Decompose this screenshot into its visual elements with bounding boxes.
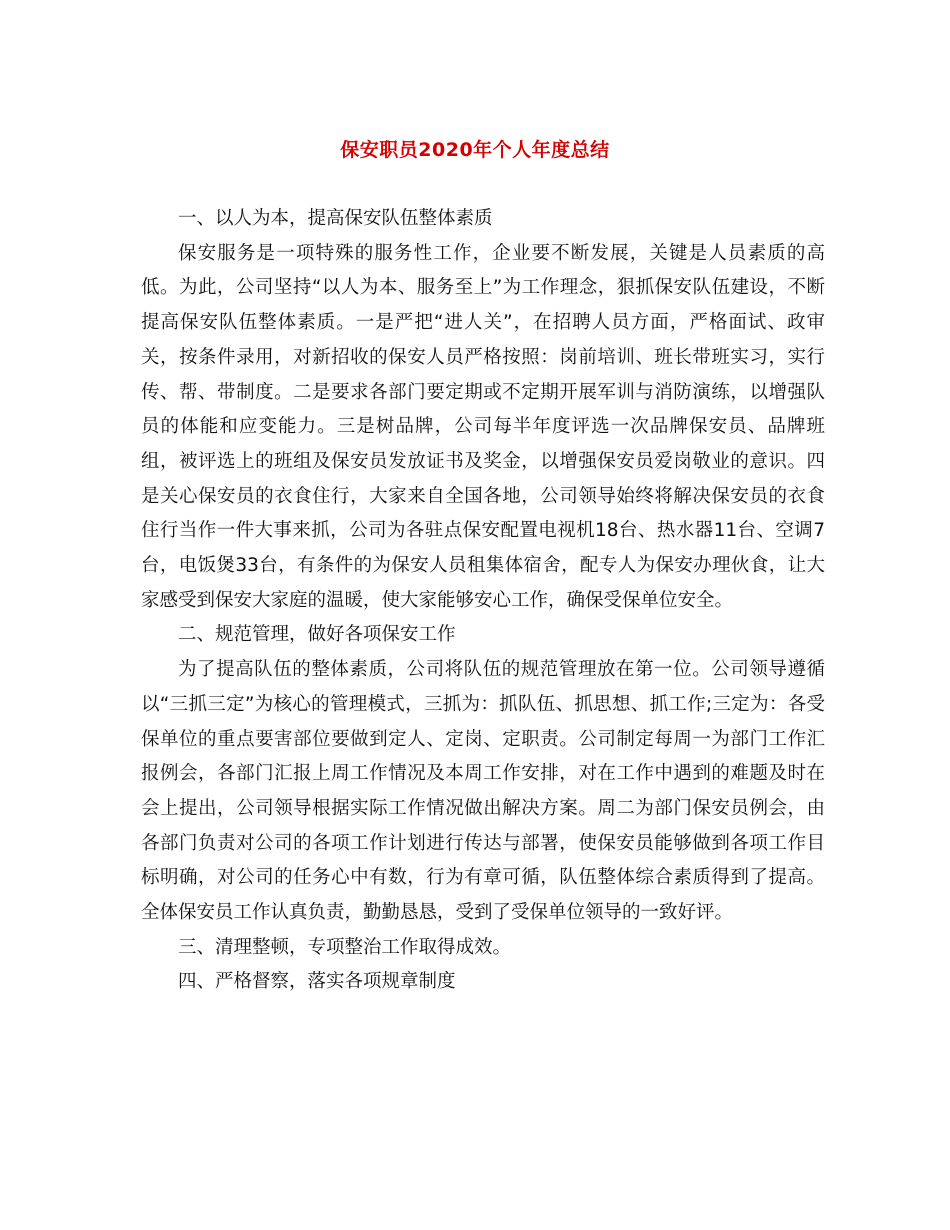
section-heading: 四、严格督察，落实各项规章制度 xyxy=(178,971,456,993)
document-title: 保安职员2020年个人年度总结 xyxy=(340,139,610,161)
section-heading: 三、清理整顿，专项整治工作取得成效。 xyxy=(178,936,512,958)
document-body xyxy=(141,202,825,1000)
body-paragraph: 为了提高队伍的整体素质，公司将队伍的规范管理放在第一位。公司领导遵循以“三抓三定”为核心的管理模式，三抓为：抓队伍、抓思想、抓工作;三定为：各受保单位的重点要害部位要做到定人、定岗、定职责。公司制定每周一为部门工作汇报例会，各部门汇报上周工作情况及本周工作安排，对在工作中遇到的难题及时在会上提出，公司领导根据实际工作情况做出解决方案。周二为部门保安员例会，由各部门负责对公司的各项工作计划进行传达与部署，使保安员能够做到各项工作目标明确，对公司的任务心中有数，行为有章可循，队伍整体综合素质得到了提高。全体保安员工作认真负责，勤勤恳恳，受到了受保单位领导的一致好评。 xyxy=(141,659,825,924)
body-paragraph: 保安服务是一项特殊的服务性工作，企业要不断发展，关键是人员素质的高低。为此，公司坚持“以人为本、服务至上”为工作理念，狠抓保安队伍建设，不断提高保安队伍整体素质。一是严把“进人关”，在招聘人员方面，严格面试、政审关，按条件录用，对新招收的保安人员严格按照：岗前培训、班长带班实习，实行传、帮、带制度。二是要求各部门要定期或不定期开展军训与消防演练，以增强队员的体能和应变能力。三是树品牌，公司每半年度评选一次品牌保安员、品牌班组，被评选上的班组及保安员发放证书及奖金，以增强保安员爱岗敬业的意识。四是关心保安员的衣食住行，大家来自全国各地，公司领导始终将解决保安员的衣食住行当作一件大事来抓，公司为各驻点保安配置电视机18台、热水器11台、空调7台，电饭煲33台，有条件的为保安人员租集体宿舍，配专人为保安办理伙食，让大家感受到保安大家庭的温暖，使大家能够安心工作，确保受保单位安全。 xyxy=(141,242,825,611)
section-heading: 二、规范管理，做好各项保安工作 xyxy=(178,624,456,646)
section-heading: 一、以人为本，提高保安队伍整体素质 xyxy=(178,208,493,229)
